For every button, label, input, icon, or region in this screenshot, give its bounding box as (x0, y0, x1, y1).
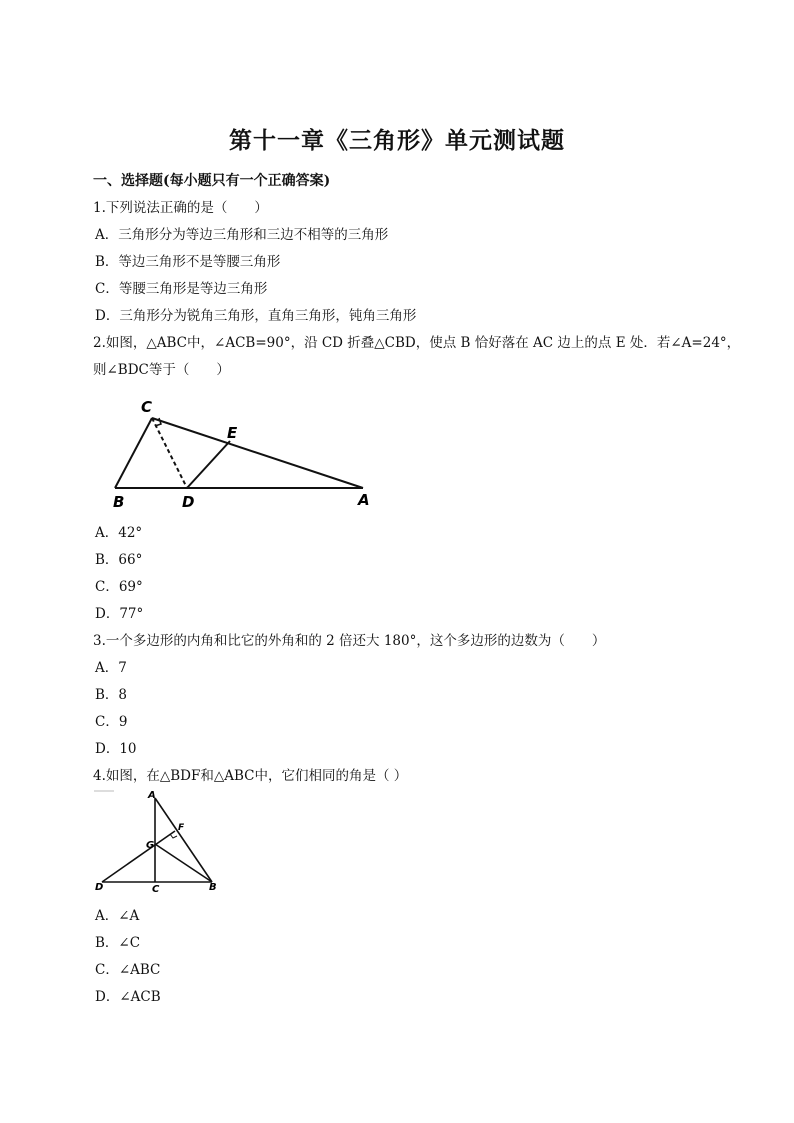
question-1-option-b: B．等边三角形不是等腰三角形 (95, 254, 281, 270)
question-2-stem-continued: 则∠BDC等于（ ） (93, 362, 230, 378)
question-2-option-d: D．77° (95, 606, 144, 622)
question-4-figure (92, 786, 227, 896)
question-2-figure (105, 390, 380, 515)
label-g: G (146, 840, 155, 851)
question-1-option-c: C．等腰三角形是等边三角形 (95, 281, 268, 297)
question-3-option-d: D．10 (95, 741, 137, 757)
segment-ca (152, 418, 363, 488)
segment-de (187, 441, 230, 488)
label-d: D (95, 882, 104, 893)
question-4-stem: 4.如图，在△BDF和△ABC中，它们相同的角是（ ） (93, 768, 408, 784)
right-angle-marker (170, 834, 177, 838)
label-a: A (358, 491, 370, 509)
label-e: E (227, 424, 238, 442)
question-1-option-a: A．三角形分为等边三角形和三边不相等的三角形 (95, 227, 389, 243)
question-3-option-c: C．9 (95, 714, 128, 730)
question-2-option-c: C．69° (95, 579, 143, 595)
segment-cb (115, 418, 152, 488)
label-b: B (209, 882, 217, 893)
label-d: D (182, 493, 195, 511)
segment-gb (155, 844, 212, 882)
section-heading: 一、选择题(每小题只有一个正确答案) (93, 173, 331, 189)
label-c: C (152, 884, 160, 895)
label-a: A (148, 790, 156, 801)
question-3-option-a: A．7 (95, 660, 127, 676)
question-1-stem: 1.下列说法正确的是（ ） (93, 200, 268, 216)
segment-df (102, 831, 175, 882)
question-4-option-a: A．∠A (95, 908, 140, 924)
question-2-stem: 2.如图，△ABC中，∠ACB=90°，沿 CD 折叠△CBD，使点 B 恰好落在 AC 边上的点 E 处．若∠A=24°， (93, 335, 741, 351)
question-3-option-b: B．8 (95, 687, 128, 703)
label-c: C (141, 398, 153, 416)
label-b: B (113, 493, 125, 511)
question-4-option-b: B．∠C (95, 935, 141, 951)
page-title: 第十一章《三角形》单元测试题 (229, 127, 565, 154)
question-2-option-b: B．66° (95, 552, 143, 568)
question-3-stem: 3.一个多边形的内角和比它的外角和的 2 倍还大 180°，这个多边形的边数为（ ） (93, 633, 606, 649)
question-4-option-d: D．∠ACB (95, 989, 161, 1005)
question-1-option-d: D．三角形分为锐角三角形，直角三角形，钝角三角形 (95, 308, 417, 324)
segment-ab (155, 798, 212, 882)
question-2-option-a: A．42° (95, 525, 143, 541)
question-4-option-c: C．∠ABC (95, 962, 161, 978)
label-f: F (178, 823, 185, 833)
